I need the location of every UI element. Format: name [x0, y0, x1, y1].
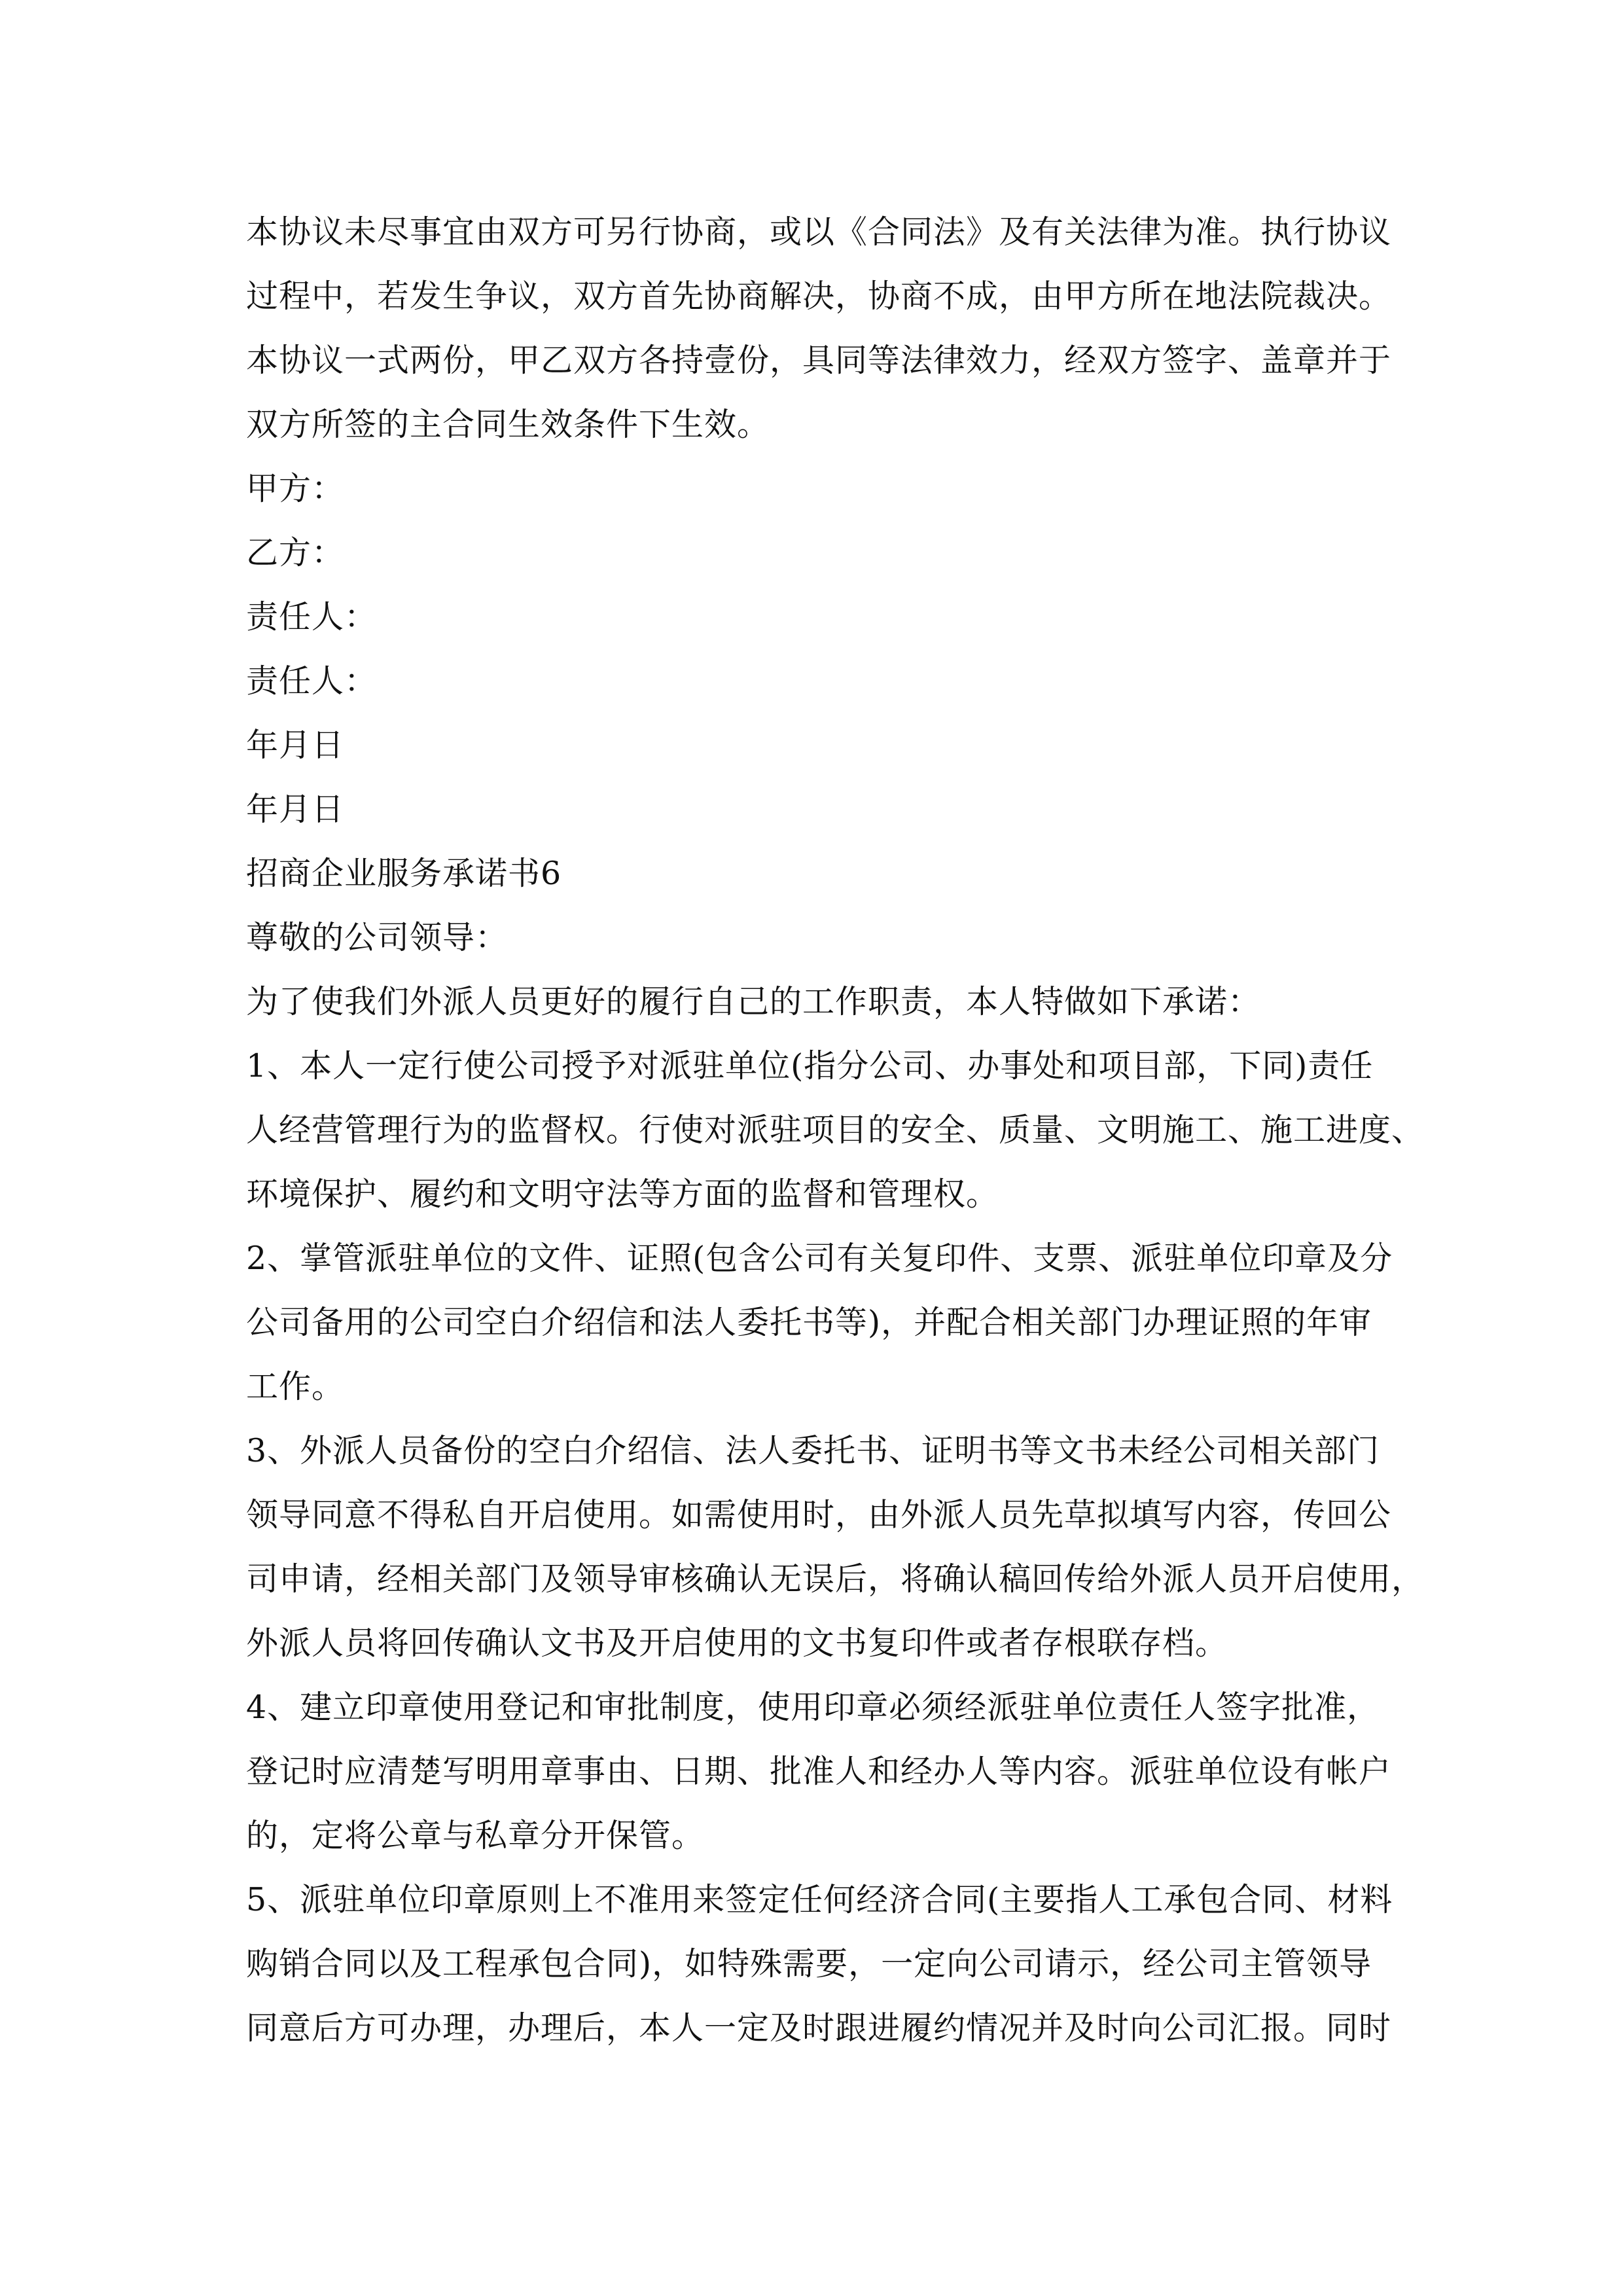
text-line: 登记时应清楚写明用章事由、日期、批准人和经办人等内容。派驻单位设有帐户 [246, 1753, 1392, 1790]
date-label: 年月日 [246, 726, 345, 764]
text-line: 本协议未尽事宜由双方可另行协商，或以《合同法》及有关法律为准。执行协议 [246, 213, 1392, 251]
text-line: 领导同意不得私自开启使用。如需使用时，由外派人员先草拟填写内容，传回公 [246, 1496, 1392, 1534]
text-line: 购销合同以及工程承包合同)，如特殊需要，一定向公司请示，经公司主管领导 [246, 1945, 1372, 1982]
text-line: 人经营管理行为的监督权。行使对派驻项目的安全、质量、文明施工、施工进度、 [246, 1111, 1425, 1149]
salutation: 尊敬的公司领导： [246, 919, 508, 956]
text-line: 司申请，经相关部门及领导审核确认无误后，将确认稿回传给外派人员开启使用， [246, 1560, 1425, 1598]
text-line: 2、掌管派驻单位的文件、证照(包含公司有关复印件、支票、派驻单位印章及分 [246, 1240, 1393, 1277]
text-line: 公司备用的公司空白介绍信和法人委托书等)，并配合相关部门办理证照的年审 [246, 1304, 1372, 1341]
responsible-person-label: 责任人： [246, 598, 378, 636]
text-line: 1、本人一定行使公司授予对派驻单位(指分公司、办事处和项目部，下同)责任 [246, 1047, 1374, 1085]
section-title: 招商企业服务承诺书6 [246, 855, 562, 892]
party-b-label: 乙方： [246, 534, 345, 571]
text-line: 的，定将公章与私章分开保管。 [246, 1817, 705, 1854]
responsible-person-label: 责任人： [246, 662, 378, 700]
text-line: 3、外派人员备份的空白介绍信、法人委托书、证明书等文书未经公司相关部门 [246, 1432, 1380, 1469]
text-line: 4、建立印章使用登记和审批制度，使用印章必须经派驻单位责任人签字批准， [246, 1689, 1380, 1726]
document-body [246, 200, 1425, 2060]
text-line: 5、派驻单位印章原则上不准用来签定任何经济合同(主要指人工承包合同、材料 [246, 1881, 1393, 1918]
text-line: 过程中，若发生争议，双方首先协商解决，协商不成，由甲方所在地法院裁决。 [246, 278, 1392, 315]
text-line: 本协议一式两份，甲乙双方各持壹份，具同等法律效力，经双方签字、盖章并于 [246, 342, 1392, 379]
text-line: 为了使我们外派人员更好的履行自己的工作职责，本人特做如下承诺： [246, 983, 1261, 1020]
text-line: 外派人员将回传确认文书及开启使用的文书复印件或者存根联存档。 [246, 1624, 1228, 1662]
text-line: 环境保护、履约和文明守法等方面的监督和管理权。 [246, 1175, 999, 1213]
text-line: 同意后方可办理，办理后，本人一定及时跟进履约情况并及时向公司汇报。同时 [246, 2009, 1392, 2047]
party-a-label: 甲方： [246, 470, 345, 507]
text-line: 工作。 [246, 1368, 345, 1405]
date-label: 年月日 [246, 791, 345, 828]
text-line: 双方所签的主合同生效条件下生效。 [246, 406, 770, 443]
